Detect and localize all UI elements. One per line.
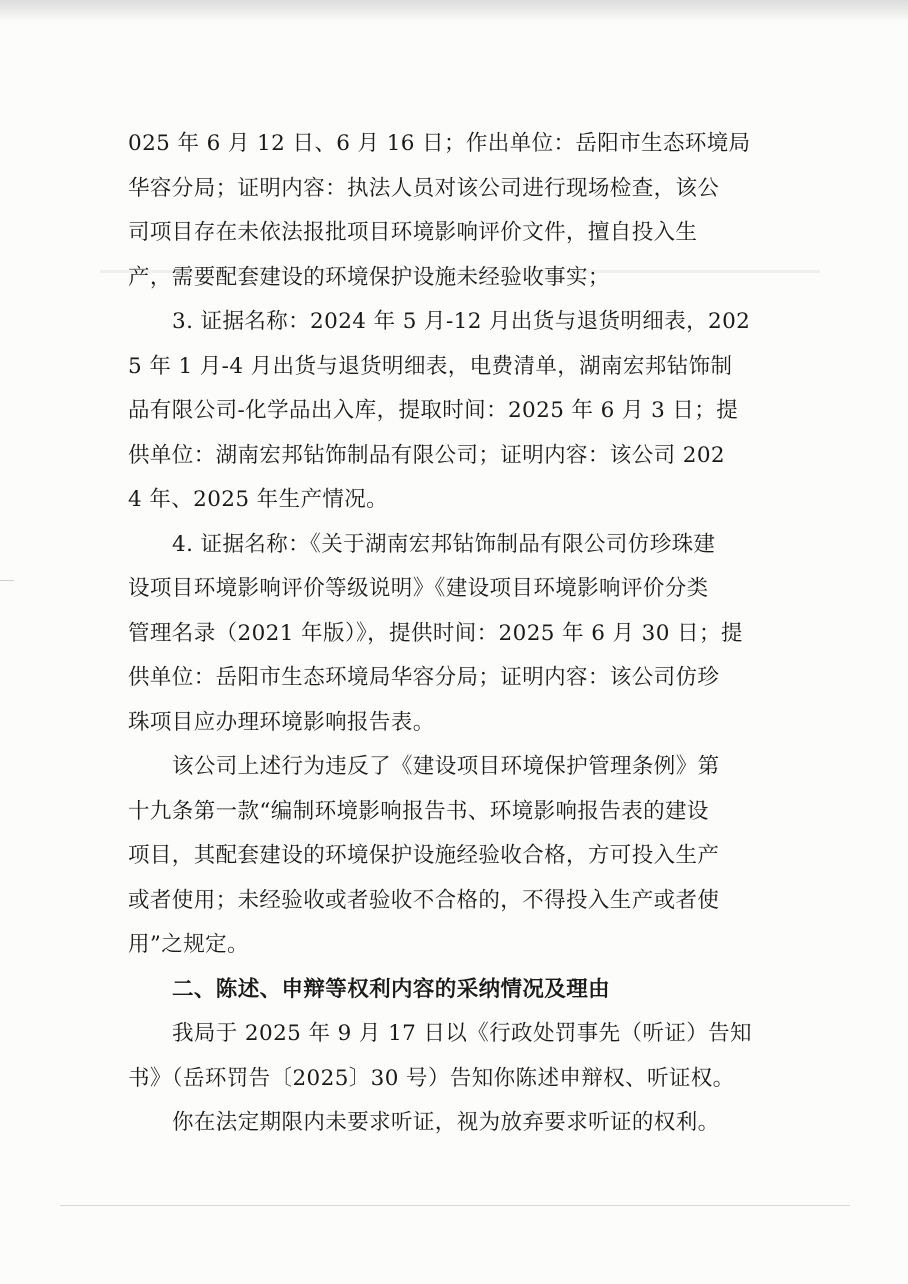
body-line: 管理名录（2021 年版）》，提供时间：2025 年 6 月 30 日；提 <box>128 620 743 646</box>
body-line: 供单位：湖南宏邦钻饰制品有限公司；证明内容：该公司 202 <box>128 442 725 468</box>
body-line: 或者使用；未经验收或者验收不合格的，不得投入生产或者使 <box>128 887 720 913</box>
body-line: 4 年、2025 年生产情况。 <box>128 487 389 512</box>
body-line: 华容分局；证明内容：执法人员对该公司进行现场检查，该公 <box>128 175 720 201</box>
violation-paragraph-line: 该公司上述行为违反了《建设项目环境保护管理条例》第 <box>172 754 720 779</box>
evidence-4-line: 4. 证据名称：《关于湖南宏邦钻饰制品有限公司仿珍珠建 <box>172 531 716 557</box>
body-line: 我局于 2025 年 9 月 17 日以《行政处罚事先（听证）告知 <box>172 1021 752 1046</box>
body-line: 025 年 6 月 12 日、6 月 16 日；作出单位：岳阳市生态环境局 <box>128 131 751 156</box>
body-line: 设项目环境影响评价等级说明》《建设项目环境影响评价分类 <box>128 576 709 601</box>
body-line: 供单位：岳阳市生态环境局华容分局；证明内容：该公司仿珍 <box>128 665 720 690</box>
bottom-rule <box>60 1205 850 1206</box>
document-body <box>128 122 778 1146</box>
body-line: 你在法定期限内未要求听证，视为放弃要求听证的权利。 <box>172 1110 720 1135</box>
body-line: 产，需要配套建设的环境保护设施未经验收事实； <box>128 264 610 290</box>
body-line: 用”之规定。 <box>128 932 249 957</box>
body-line: 司项目存在未依法报批项目环境影响评价文件，擅自投入生 <box>128 220 698 245</box>
body-line: 5 年 1 月-4 月出货与退货明细表，电费清单，湖南宏邦钻饰制 <box>128 353 733 379</box>
margin-mark <box>0 580 14 581</box>
body-line: 十九条第一款“编制环境影响报告书、环境影响报告表的建设 <box>128 798 709 824</box>
body-line: 珠项目应办理环境影响报告表。 <box>128 709 435 735</box>
scan-top-edge <box>0 0 908 22</box>
body-line: 项目，其配套建设的环境保护设施经验收合格，方可投入生产 <box>128 843 720 868</box>
body-line: 品有限公司-化学品出入库，提取时间：2025 年 6 月 3 日；提 <box>128 398 739 423</box>
evidence-3-line: 3. 证据名称：2024 年 5 月-12 月出货与退货明细表，202 <box>172 309 751 334</box>
section-heading: 二、陈述、申辩等权利内容的采纳情况及理由 <box>172 976 611 1002</box>
body-line: 书》（岳环罚告〔2025〕30 号）告知你陈述申辩权、听证权。 <box>128 1065 735 1091</box>
